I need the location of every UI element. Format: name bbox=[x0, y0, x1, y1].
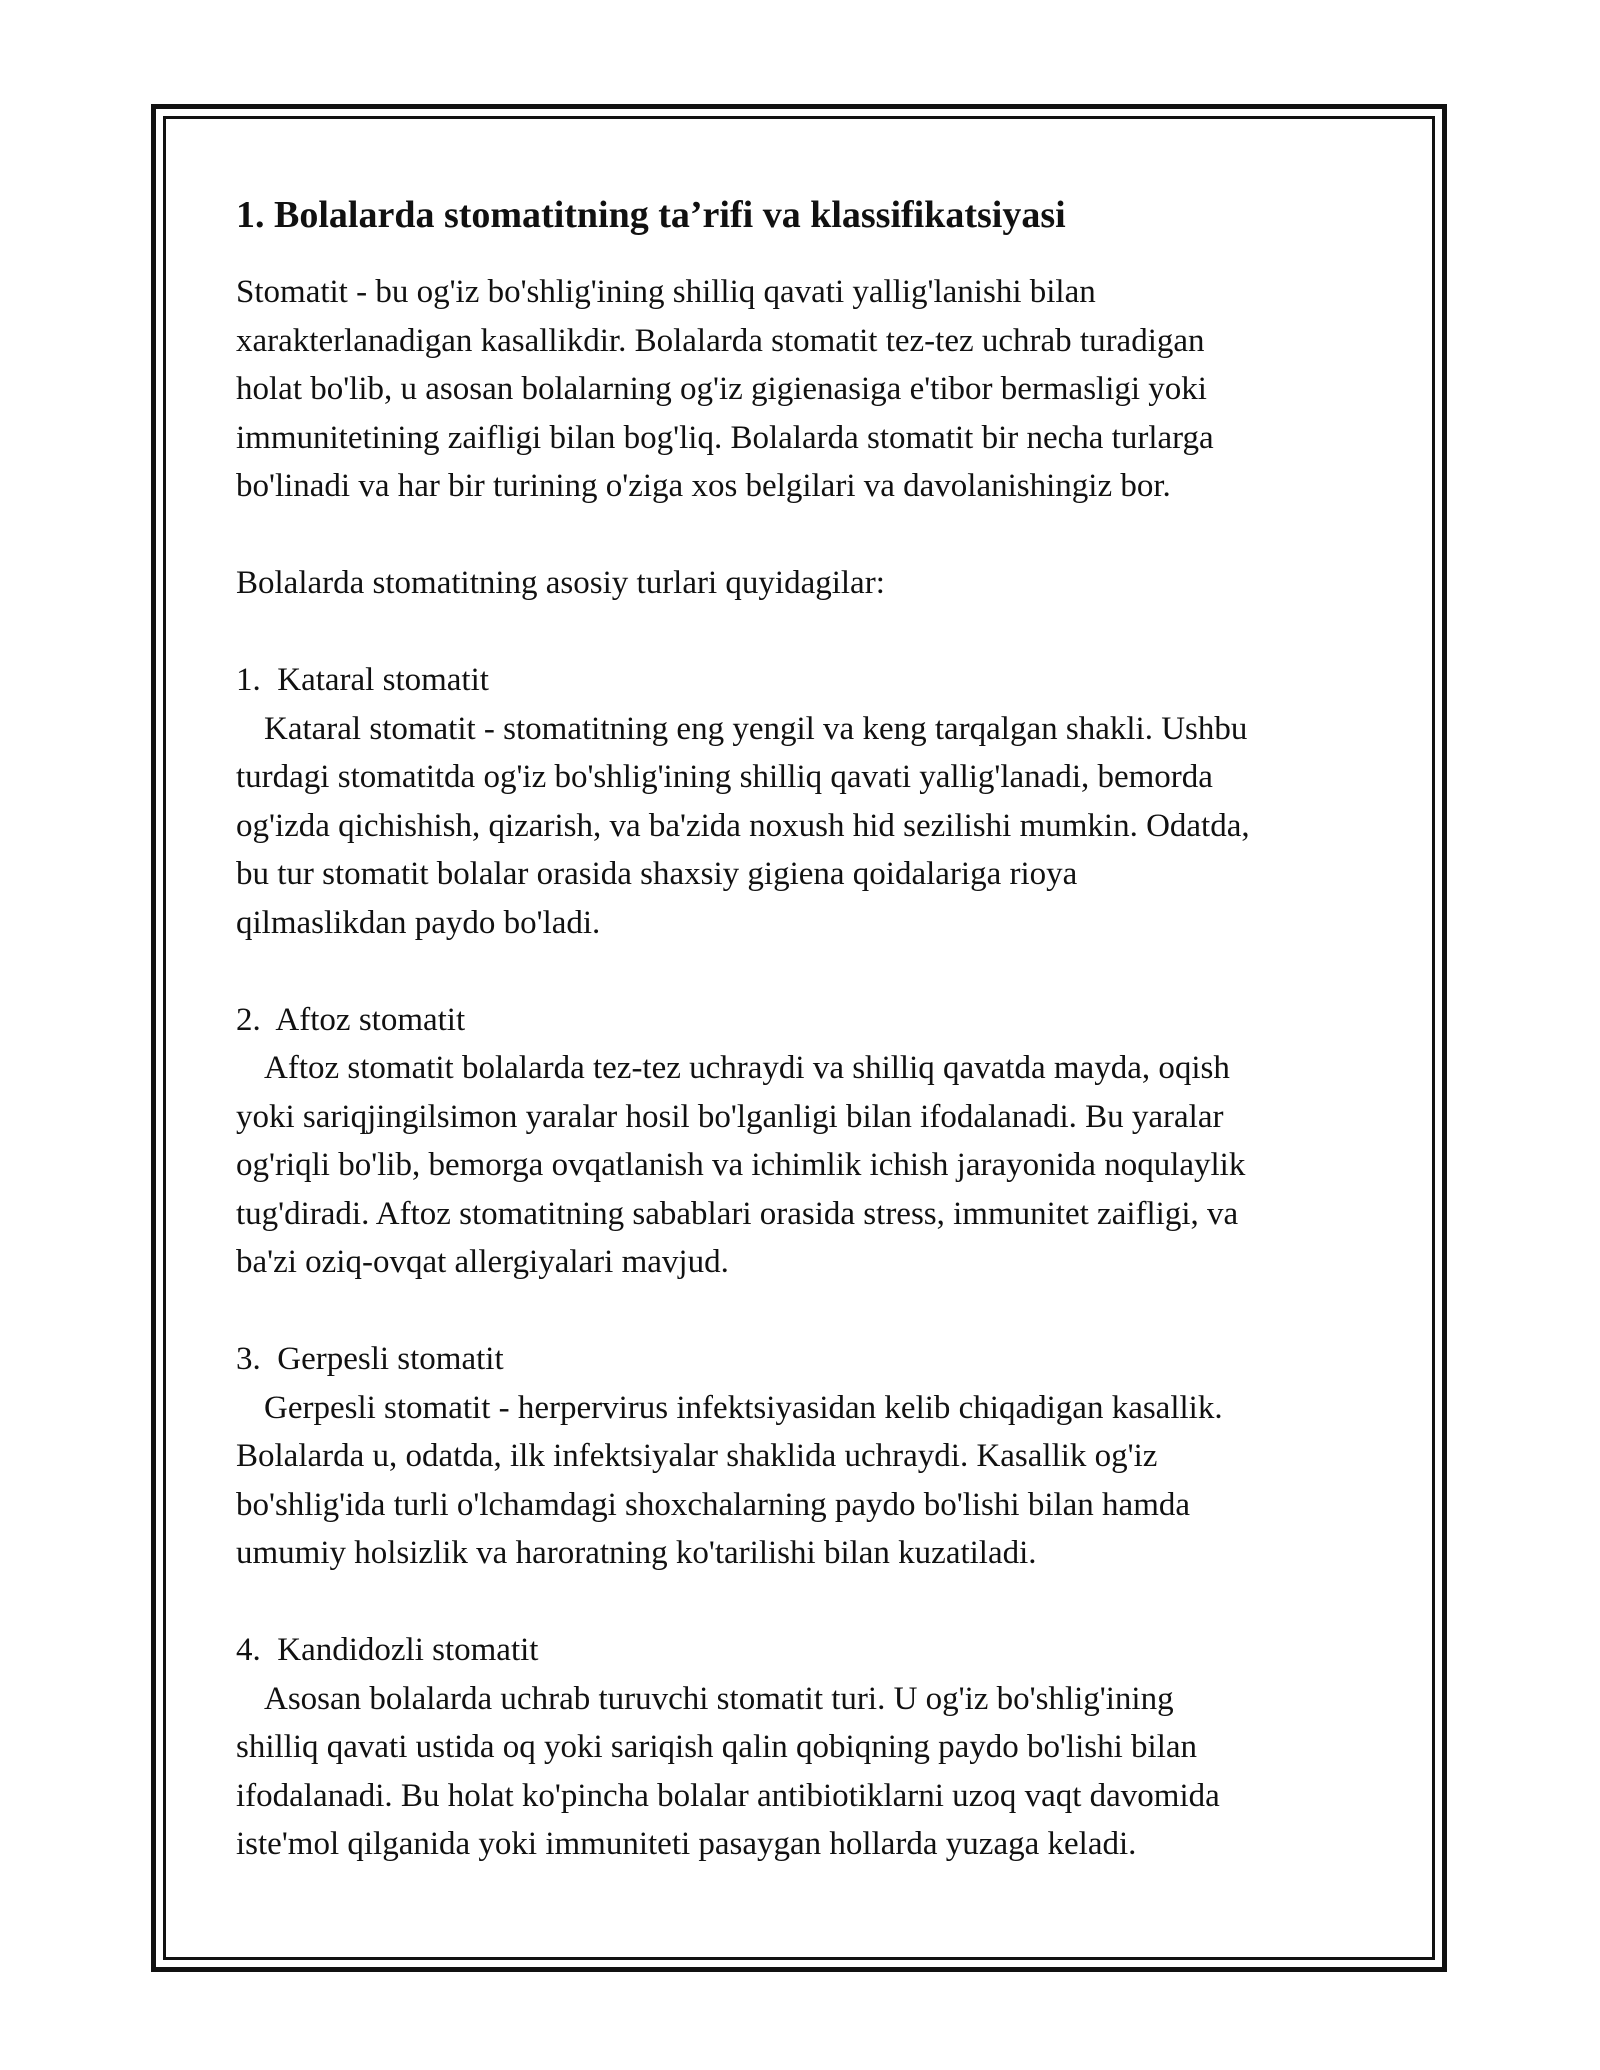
spacer bbox=[236, 511, 1396, 560]
document-body bbox=[236, 182, 1396, 1869]
section-line: iste'mol qilganida yoki immuniteti pasaygan hollarda yuzaga keladi. bbox=[236, 1826, 1137, 1862]
intro-line: xarakterlanadigan kasallikdir. Bolalarda stomatit tez-tez uchrab turadigan bbox=[236, 322, 1205, 359]
section-line: Gerpesli stomatit - herpervirus infektsiyasidan kelib chiqadigan kasallik. bbox=[264, 1389, 1223, 1426]
section-line: Bolalarda u, odatda, ilk infektsiyalar shaklida uchraydi. Kasallik og'iz bbox=[236, 1438, 1158, 1474]
section-line: yoki sariqjingilsimon yaralar hosil bo'lganligi bilan ifodalanadi. Bu yaralar bbox=[236, 1098, 1224, 1135]
section-heading: 3. Gerpesli stomatit bbox=[236, 1341, 504, 1377]
section-line: Kataral stomatit - stomatitning eng yengil va keng tarqalgan shakli. Ushbu bbox=[264, 710, 1248, 747]
section-line: qilmaslikdan paydo bo'ladi. bbox=[236, 904, 601, 941]
intro-line: Stomatit - bu og'iz bo'shlig'ining shilliq qavati yallig'lanishi bilan bbox=[236, 274, 1096, 310]
spacer bbox=[236, 947, 1396, 996]
section-kataral bbox=[236, 656, 1396, 947]
section-line: og'riqli bo'lib, bemorga ovqatlanish va ichimlik ichish jarayonida noqulaylik bbox=[236, 1147, 1246, 1183]
document-title: 1. Bolalarda stomatitning ta’rifi va klassifikatsiyasi bbox=[236, 194, 1066, 236]
section-line: turdagi stomatitda og'iz bo'shlig'ining shilliq qavati yallig'lanadi, bemorda bbox=[236, 759, 1213, 795]
section-line: ba'zi oziq-ovqat allergiyalari mavjud. bbox=[236, 1244, 729, 1280]
spacer bbox=[236, 1578, 1396, 1627]
intro-paragraph bbox=[236, 268, 1396, 511]
section-heading: 1. Kataral stomatit bbox=[236, 662, 489, 698]
section-gerpesli bbox=[236, 1335, 1396, 1578]
section-line: shilliq qavati ustida oq yoki sariqish qalin qobiqning paydo bo'lishi bilan bbox=[236, 1729, 1198, 1765]
section-heading: 4. Kandidozli stomatit bbox=[236, 1632, 539, 1668]
section-heading: 2. Aftoz stomatit bbox=[236, 1001, 466, 1038]
section-kandidozli bbox=[236, 1626, 1396, 1869]
section-aftoz bbox=[236, 996, 1396, 1287]
section-line: tug'diradi. Aftoz stomatitning sabablari orasida stress, immunitet zaifligi, va bbox=[236, 1195, 1239, 1232]
types-intro-line: Bolalarda stomatitning asosiy turlari quyidagilar: bbox=[236, 565, 885, 601]
section-line: bu tur stomatit bolalar orasida shaxsiy gigiena qoidalariga rioya bbox=[236, 856, 1078, 892]
intro-line: bo'linadi va har bir turining o'ziga xos belgilari va davolanishingiz bor. bbox=[236, 468, 1171, 504]
types-intro-paragraph bbox=[236, 559, 1396, 608]
intro-line: immunitetining zaifligi bilan bog'liq. Bolalarda stomatit bir necha turlarga bbox=[236, 419, 1214, 456]
spacer bbox=[236, 1287, 1396, 1336]
section-line: umumiy holsizlik va haroratning ko'tarilishi bilan kuzatiladi. bbox=[236, 1535, 1037, 1571]
spacer bbox=[236, 608, 1396, 657]
section-line: Aftoz stomatit bolalarda tez-tez uchraydi va shilliq qavatda mayda, oqish bbox=[264, 1050, 1230, 1086]
intro-line: holat bo'lib, u asosan bolalarning og'iz gigienasiga e'tibor bermasligi yoki bbox=[236, 371, 1207, 407]
section-line: ifodalanadi. Bu holat ko'pincha bolalar antibiotiklarni uzoq vaqt davomida bbox=[236, 1777, 1220, 1814]
section-line: Asosan bolalarda uchrab turuvchi stomatit turi. U og'iz bo'shlig'ining bbox=[264, 1680, 1174, 1717]
section-line: bo'shlig'ida turli o'lchamdagi shoxchalarning paydo bo'lishi bilan hamda bbox=[236, 1486, 1191, 1523]
section-line: og'izda qichishish, qizarish, va ba'zida noxush hid sezilishi mumkin. Odatda, bbox=[236, 807, 1250, 844]
